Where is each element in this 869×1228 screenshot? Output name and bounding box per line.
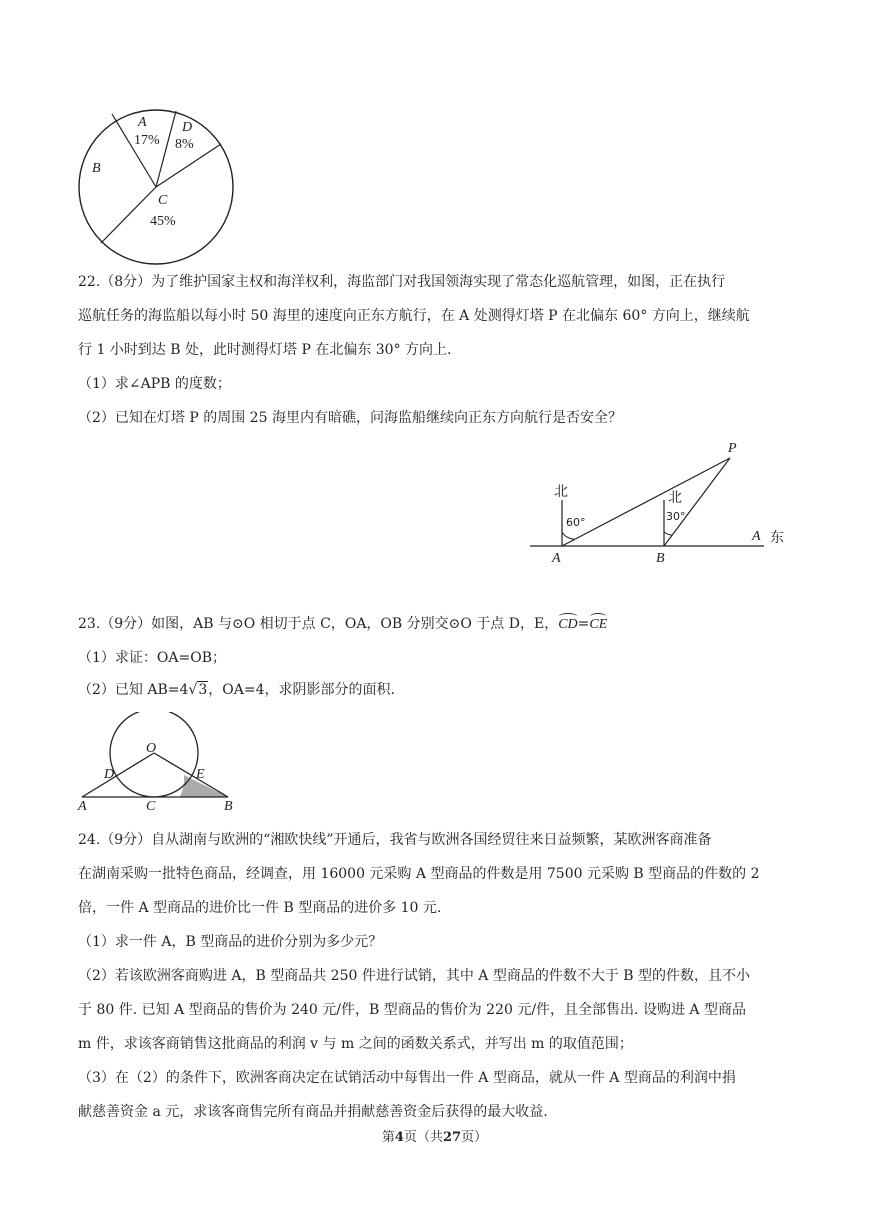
angle-label-60: 60° xyxy=(566,516,586,529)
q22-sub-2: （2）已知在灯塔 P 的周围 25 海里内有暗礁，问海监船继续向正东方向航行是否安全？ xyxy=(78,410,622,426)
point-a-east: A xyxy=(752,529,761,544)
footer-total-pages: 27 xyxy=(442,1130,462,1145)
q22-line-1: 22.（8分）为了维护国家主权和海洋权利，海监部门对我国领海实现了常态化巡航管理，如图，正在执行 xyxy=(78,274,726,290)
q24-sub-1: （1）求一件 A，B 型商品的进价分别为多少元？ xyxy=(78,934,383,950)
east-label: 东 xyxy=(770,530,784,546)
q22-figure xyxy=(528,436,798,566)
footer-suffix: 页） xyxy=(461,1130,488,1145)
pie-divider-ab xyxy=(112,114,156,187)
point-c: C xyxy=(146,799,156,812)
q24-line-1: 24.（9分）自从湖南与欧洲的“湘欧快线”开通后，我省与欧洲各国经贸往来日益频繁，某欧洲客商准备 xyxy=(78,832,712,848)
pie-label-c: C xyxy=(158,193,168,208)
arc-ce: CE xyxy=(589,615,607,635)
pie-label-b: B xyxy=(92,161,101,176)
footer-page-number: 4 xyxy=(394,1130,404,1145)
point-p: P xyxy=(728,441,737,456)
arc-cd: CD xyxy=(558,615,577,635)
pie-percent-c: 45% xyxy=(150,214,176,229)
footer-prefix: 第 xyxy=(381,1130,395,1145)
angle-arc-a xyxy=(562,532,574,539)
north-label-b: 北 xyxy=(668,490,682,506)
q24-sub-2-line-3: m 件，求该客商销售这批商品的利润 v 与 m 之间的函数关系式，并写出 m 的取值范围； xyxy=(78,1036,633,1052)
pie-percent-a: 17% xyxy=(134,133,160,148)
sqrt-radicand: 3 xyxy=(198,682,208,698)
point-e: E xyxy=(196,767,205,782)
pie-figure xyxy=(72,108,240,270)
q24-line-2: 在湖南采购一批特色商品，经调查，用 16000 元采购 A 型商品的件数是用 7500 元采购 B 型商品的件数的 2 xyxy=(78,866,760,882)
sqrt-sign: √ xyxy=(188,682,198,698)
q23-line-1-text: 23.（9分）如图，AB 与⊙O 相切于点 C，OA，OB 分别交⊙O 于点 D，E， xyxy=(78,616,559,632)
q23-sub-2-b: ，OA=4，求阴影部分的面积. xyxy=(208,682,395,698)
point-b: B xyxy=(656,551,665,566)
point-b: B xyxy=(224,799,233,812)
point-d: D xyxy=(104,767,115,782)
q23-sub-1: （1）求证：OA=OB； xyxy=(78,650,226,666)
q24-sub-3-line-2: 献慈善资金 a 元，求该客商售完所有商品并捐献慈善资金后获得的最大收益. xyxy=(78,1104,548,1120)
page-footer xyxy=(0,1126,869,1145)
q23-figure xyxy=(74,712,244,812)
q24-sub-2-line-1: （2）若该欧洲客商购进 A，B 型商品共 250 件进行试销，其中 A 型商品的件数不大于 B 型的件数，且不小 xyxy=(78,968,751,984)
point-a: A xyxy=(78,799,87,812)
q23-sub-2-a: （2）已知 AB=4 xyxy=(78,682,189,698)
angle-label-30: 30° xyxy=(666,510,686,523)
q22-line-2: 巡航任务的海监船以每小时 50 海里的速度向正东方航行，在 A 处测得灯塔 P 在北偏东 60° 方向上，继续航 xyxy=(78,308,750,324)
q22-line-3: 行 1 小时到达 B 处，此时测得灯塔 P 在北偏东 30° 方向上. xyxy=(78,342,452,358)
pie-divider-bc xyxy=(101,187,156,243)
q23-line-1 xyxy=(78,614,607,635)
line-ap xyxy=(562,458,730,546)
footer-middle: 页（共 xyxy=(403,1130,443,1145)
q24-sub-2-line-2: 于 80 件. 已知 A 型商品的售价为 240 元/件，B 型商品的售价为 220 元/件，且全部售出. 设购进 A 型商品 xyxy=(78,1002,746,1018)
angle-arc-b xyxy=(664,532,672,535)
north-label-a: 北 xyxy=(554,484,568,500)
q24-sub-3-line-1: （3）在（2）的条件下，欧洲客商决定在试销活动中每售出一件 A 型商品，就从一件 A 型商品的利润中捐 xyxy=(78,1070,736,1086)
pie-label-a: A xyxy=(138,115,147,130)
q23-eq: = xyxy=(577,616,590,632)
q22-sub-1: （1）求∠APB 的度数； xyxy=(78,376,231,392)
q24-line-3: 倍，一件 A 型商品的进价比一件 B 型商品的进价多 10 元. xyxy=(78,900,442,916)
pie-label-d: D xyxy=(182,120,193,135)
line-oa xyxy=(82,753,154,797)
point-o: O xyxy=(146,741,157,756)
q23-sub-2 xyxy=(78,680,395,700)
pie-percent-d: 8% xyxy=(175,137,194,152)
point-a: A xyxy=(552,551,561,566)
